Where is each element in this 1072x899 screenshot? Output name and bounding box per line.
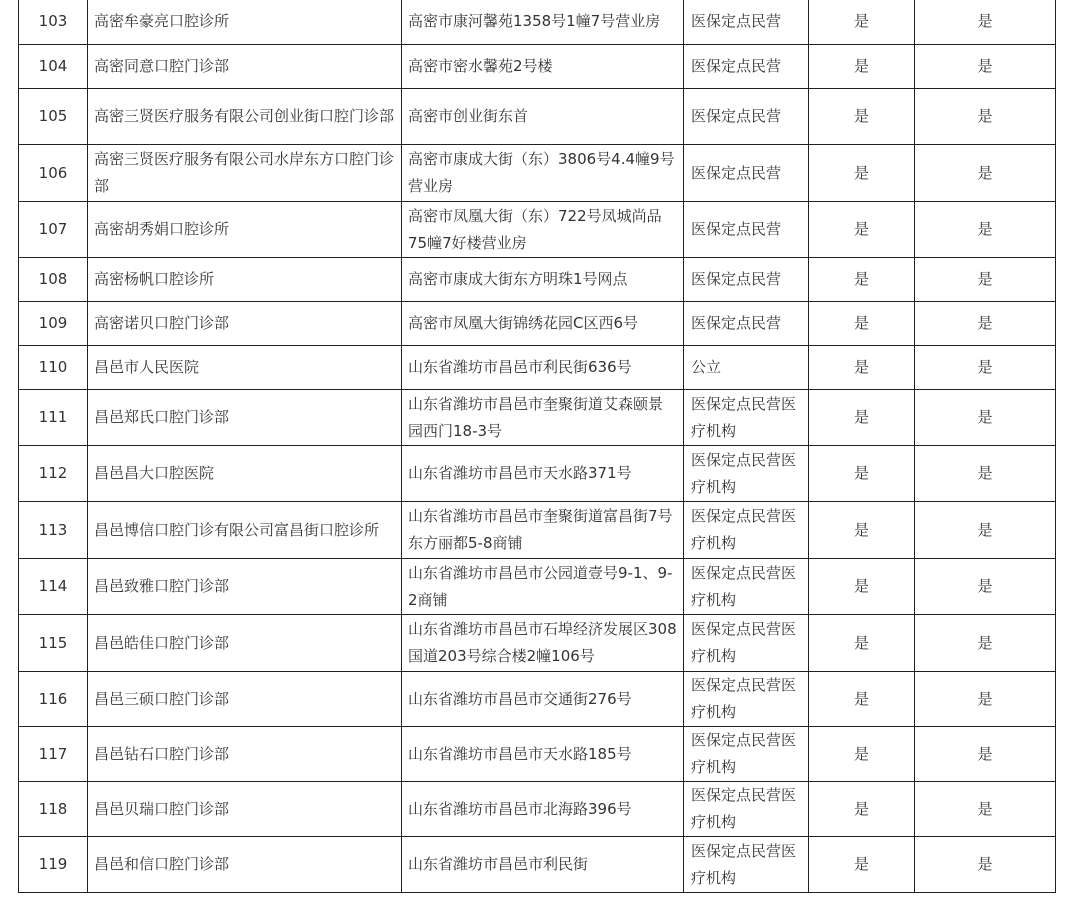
institution-type: 医保定点民营医疗机构	[684, 559, 809, 615]
clinic-address: 山东省潍坊市昌邑市石埠经济发展区308国道203号综合楼2幢106号	[402, 615, 684, 672]
row-number: 105	[19, 89, 88, 145]
clinic-name: 昌邑致雅口腔门诊部	[88, 559, 402, 615]
table-row	[19, 727, 1056, 782]
table-row	[19, 258, 1056, 302]
clinic-address: 高密市凤凰大街锦绣花园C区西6号	[402, 302, 684, 346]
designated-flag-b: 是	[915, 615, 1056, 672]
clinic-name: 昌邑市人民医院	[88, 346, 402, 390]
clinic-name: 高密诺贝口腔门诊部	[88, 302, 402, 346]
institution-type: 医保定点民营医疗机构	[684, 390, 809, 446]
row-number: 108	[19, 258, 88, 302]
designated-flag-a: 是	[809, 45, 915, 89]
institution-type: 医保定点民营	[684, 89, 809, 145]
table-row	[19, 145, 1056, 202]
designated-flag-a: 是	[809, 782, 915, 837]
row-number: 118	[19, 782, 88, 837]
designated-flag-b: 是	[915, 346, 1056, 390]
clinic-address: 山东省潍坊市昌邑市北海路396号	[402, 782, 684, 837]
institution-type: 医保定点民营医疗机构	[684, 837, 809, 893]
institution-type: 医保定点民营	[684, 202, 809, 258]
clinic-address: 山东省潍坊市昌邑市利民街	[402, 837, 684, 893]
designated-flag-a: 是	[809, 672, 915, 727]
clinic-address: 高密市创业街东首	[402, 89, 684, 145]
institution-type: 医保定点民营	[684, 45, 809, 89]
clinic-address: 山东省潍坊市昌邑市奎聚街道富昌街7号东方丽都5-8商铺	[402, 502, 684, 559]
designated-flag-b: 是	[915, 782, 1056, 837]
designated-flag-a: 是	[809, 559, 915, 615]
table-body	[19, 0, 1056, 893]
institution-type: 医保定点民营医疗机构	[684, 446, 809, 502]
row-number: 117	[19, 727, 88, 782]
clinic-address: 高密市密水馨苑2号楼	[402, 45, 684, 89]
table-row	[19, 302, 1056, 346]
institution-type: 医保定点民营医疗机构	[684, 615, 809, 672]
row-number: 103	[19, 0, 88, 45]
clinic-address: 高密市康成大街（东）3806号4.4幢9号营业房	[402, 145, 684, 202]
table-row	[19, 837, 1056, 893]
table-row	[19, 446, 1056, 502]
clinic-address: 高密市康河馨苑1358号1幢7号营业房	[402, 0, 684, 45]
clinic-name: 高密胡秀娟口腔诊所	[88, 202, 402, 258]
designated-flag-a: 是	[809, 302, 915, 346]
row-number: 104	[19, 45, 88, 89]
institution-type: 医保定点民营	[684, 258, 809, 302]
designated-flag-b: 是	[915, 727, 1056, 782]
designated-flag-a: 是	[809, 446, 915, 502]
row-number: 116	[19, 672, 88, 727]
designated-flag-b: 是	[915, 0, 1056, 45]
designated-flag-b: 是	[915, 258, 1056, 302]
row-number: 107	[19, 202, 88, 258]
row-number: 109	[19, 302, 88, 346]
institution-type: 医保定点民营医疗机构	[684, 727, 809, 782]
designated-flag-b: 是	[915, 202, 1056, 258]
designated-flag-b: 是	[915, 145, 1056, 202]
row-number: 114	[19, 559, 88, 615]
designated-flag-a: 是	[809, 202, 915, 258]
designated-flag-a: 是	[809, 145, 915, 202]
designated-flag-b: 是	[915, 672, 1056, 727]
clinic-address: 山东省潍坊市昌邑市利民街636号	[402, 346, 684, 390]
clinic-name: 昌邑和信口腔门诊部	[88, 837, 402, 893]
designated-flag-a: 是	[809, 89, 915, 145]
clinic-address: 山东省潍坊市昌邑市天水路185号	[402, 727, 684, 782]
designated-flag-b: 是	[915, 89, 1056, 145]
designated-flag-a: 是	[809, 727, 915, 782]
clinic-name: 昌邑昌大口腔医院	[88, 446, 402, 502]
designated-flag-b: 是	[915, 45, 1056, 89]
designated-flag-a: 是	[809, 346, 915, 390]
table-row	[19, 346, 1056, 390]
row-number: 113	[19, 502, 88, 559]
clinic-name: 昌邑博信口腔门诊有限公司富昌街口腔诊所	[88, 502, 402, 559]
clinic-address: 山东省潍坊市昌邑市交通街276号	[402, 672, 684, 727]
designated-flag-b: 是	[915, 837, 1056, 893]
row-number: 111	[19, 390, 88, 446]
designated-flag-a: 是	[809, 502, 915, 559]
designated-flag-a: 是	[809, 258, 915, 302]
table-row	[19, 0, 1056, 45]
institution-type: 医保定点民营	[684, 145, 809, 202]
clinic-name: 昌邑皓佳口腔门诊部	[88, 615, 402, 672]
clinic-name: 高密三贤医疗服务有限公司水岸东方口腔门诊部	[88, 145, 402, 202]
clinic-address: 高密市康成大街东方明珠1号网点	[402, 258, 684, 302]
table-row	[19, 89, 1056, 145]
institution-type: 医保定点民营医疗机构	[684, 502, 809, 559]
row-number: 119	[19, 837, 88, 893]
designated-flag-a: 是	[809, 837, 915, 893]
clinic-address: 山东省潍坊市昌邑市奎聚街道艾森颐景园西门18-3号	[402, 390, 684, 446]
institution-type: 医保定点民营	[684, 0, 809, 45]
clinic-name: 高密杨帆口腔诊所	[88, 258, 402, 302]
designated-flag-a: 是	[809, 0, 915, 45]
table-row	[19, 559, 1056, 615]
clinic-address: 山东省潍坊市昌邑市天水路371号	[402, 446, 684, 502]
row-number: 115	[19, 615, 88, 672]
institution-type: 医保定点民营医疗机构	[684, 672, 809, 727]
designated-flag-b: 是	[915, 502, 1056, 559]
institution-type: 医保定点民营	[684, 302, 809, 346]
clinic-address: 高密市凤凰大街（东）722号凤城尚品75幢7好楼营业房	[402, 202, 684, 258]
clinic-name: 昌邑钻石口腔门诊部	[88, 727, 402, 782]
clinic-name: 昌邑郑氏口腔门诊部	[88, 390, 402, 446]
designated-flag-b: 是	[915, 559, 1056, 615]
table-row	[19, 615, 1056, 672]
clinic-name: 高密三贤医疗服务有限公司创业街口腔门诊部	[88, 89, 402, 145]
table-row	[19, 45, 1056, 89]
clinic-table	[18, 0, 1056, 893]
designated-flag-b: 是	[915, 446, 1056, 502]
row-number: 106	[19, 145, 88, 202]
clinic-name: 昌邑三硕口腔门诊部	[88, 672, 402, 727]
clinic-name: 高密牟豪亮口腔诊所	[88, 0, 402, 45]
institution-type: 医保定点民营医疗机构	[684, 782, 809, 837]
clinic-name: 高密同意口腔门诊部	[88, 45, 402, 89]
table-row	[19, 202, 1056, 258]
designated-flag-a: 是	[809, 615, 915, 672]
row-number: 110	[19, 346, 88, 390]
designated-flag-a: 是	[809, 390, 915, 446]
clinic-name: 昌邑贝瑞口腔门诊部	[88, 782, 402, 837]
table-row	[19, 390, 1056, 446]
table-row	[19, 502, 1056, 559]
designated-flag-b: 是	[915, 390, 1056, 446]
clinic-address: 山东省潍坊市昌邑市公园道壹号9-1、9-2商铺	[402, 559, 684, 615]
table-row	[19, 782, 1056, 837]
designated-flag-b: 是	[915, 302, 1056, 346]
row-number: 112	[19, 446, 88, 502]
institution-type: 公立	[684, 346, 809, 390]
table-row	[19, 672, 1056, 727]
